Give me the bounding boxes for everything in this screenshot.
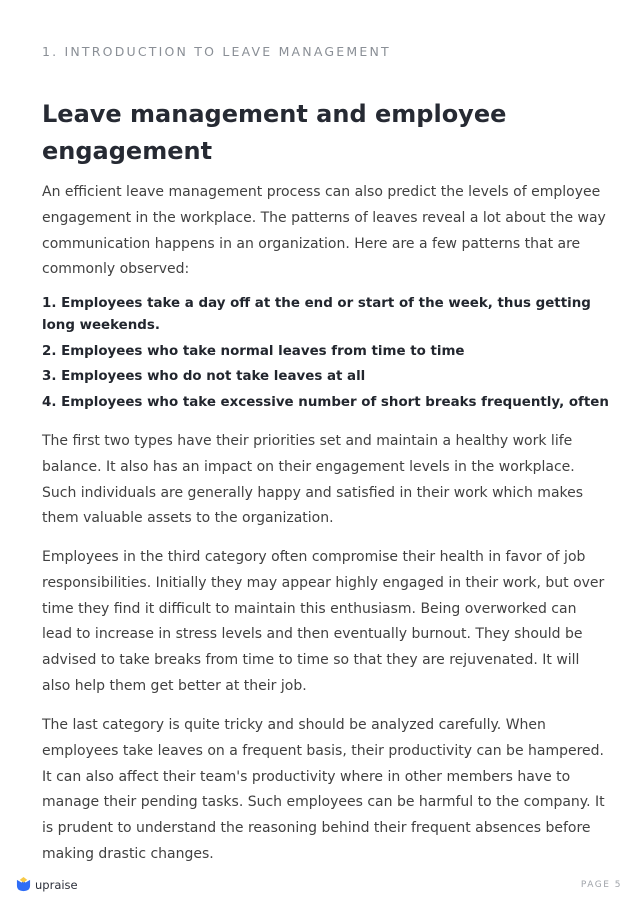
list-item-line: 4. Employees who take excessive number of short breaks frequently, often [42, 394, 609, 410]
list-item [42, 293, 602, 337]
text-line: them valuable assets to the organization. [42, 510, 334, 527]
text-line: communication happens in an organization. Here are a few patterns that are [42, 235, 581, 252]
text-line: Such individuals are generally happy and satisfied in their work which makes [42, 484, 584, 501]
page-title [42, 96, 602, 170]
list-item-line: long weekends. [42, 318, 160, 333]
page-number: PAGE 5 [580, 880, 622, 890]
text-line: The last category is quite tricky and should be analyzed carefully. When [42, 717, 546, 733]
list-item [42, 341, 602, 363]
text-line: commonly observed: [42, 261, 190, 278]
paragraph-third-category [42, 545, 604, 700]
list-item-line: 2. Employees who take normal leaves from time to time [42, 343, 465, 359]
page-title-line-2: engagement [42, 137, 213, 165]
paragraph-last-category [42, 713, 605, 868]
text-line: time they find it difficult to maintain this enthusiasm. Being overworked can [42, 600, 577, 617]
text-line: The first two types have their priorities set and maintain a healthy work life [42, 433, 573, 449]
text-line: advised to take breaks from time to time so that they are rejuvenated. It will [42, 652, 580, 669]
intro-paragraph [42, 180, 606, 283]
text-line: also help them get better at their job. [42, 677, 307, 694]
upraise-logo-icon [16, 877, 31, 892]
text-line: Employees in the third category often compromise their health in favor of job [42, 549, 586, 565]
list-item-line: 1. Employees take a day off at the end or start of the week, thus getting [42, 296, 591, 311]
text-line: It can also affect their team's productivity where in other members have to [42, 768, 571, 785]
text-line: is prudent to understand the reasoning behind their frequent absences before [42, 820, 591, 837]
page-footer [16, 876, 622, 896]
text-line: manage their pending tasks. Such employees can be harmful to the company. It [42, 794, 605, 811]
list-item [42, 392, 609, 414]
upraise-logo [16, 877, 78, 892]
logo-text: upraise [35, 877, 78, 892]
list-item [42, 366, 602, 388]
text-line: lead to increase in stress levels and then eventually burnout. They should be [42, 626, 583, 643]
text-line: balance. It also has an impact on their engagement levels in the workplace. [42, 458, 575, 475]
text-line: engagement in the workplace. The patterns of leaves reveal a lot about the way [42, 209, 606, 226]
page-title-line-1: Leave management and employee [42, 100, 507, 128]
patterns-list [42, 293, 609, 417]
paragraph-first-two-types [42, 429, 583, 532]
text-line: An efficient leave management process can also predict the levels of employee [42, 184, 601, 200]
text-line: employees take leaves on a frequent basis, their productivity can be hampered. [42, 742, 604, 759]
text-line: responsibilities. Initially they may appear highly engaged in their work, but over [42, 574, 605, 591]
list-item-line: 3. Employees who do not take leaves at all [42, 369, 366, 384]
text-line: making drastic changes. [42, 845, 214, 862]
section-label: 1. INTRODUCTION TO LEAVE MANAGEMENT [42, 44, 391, 59]
